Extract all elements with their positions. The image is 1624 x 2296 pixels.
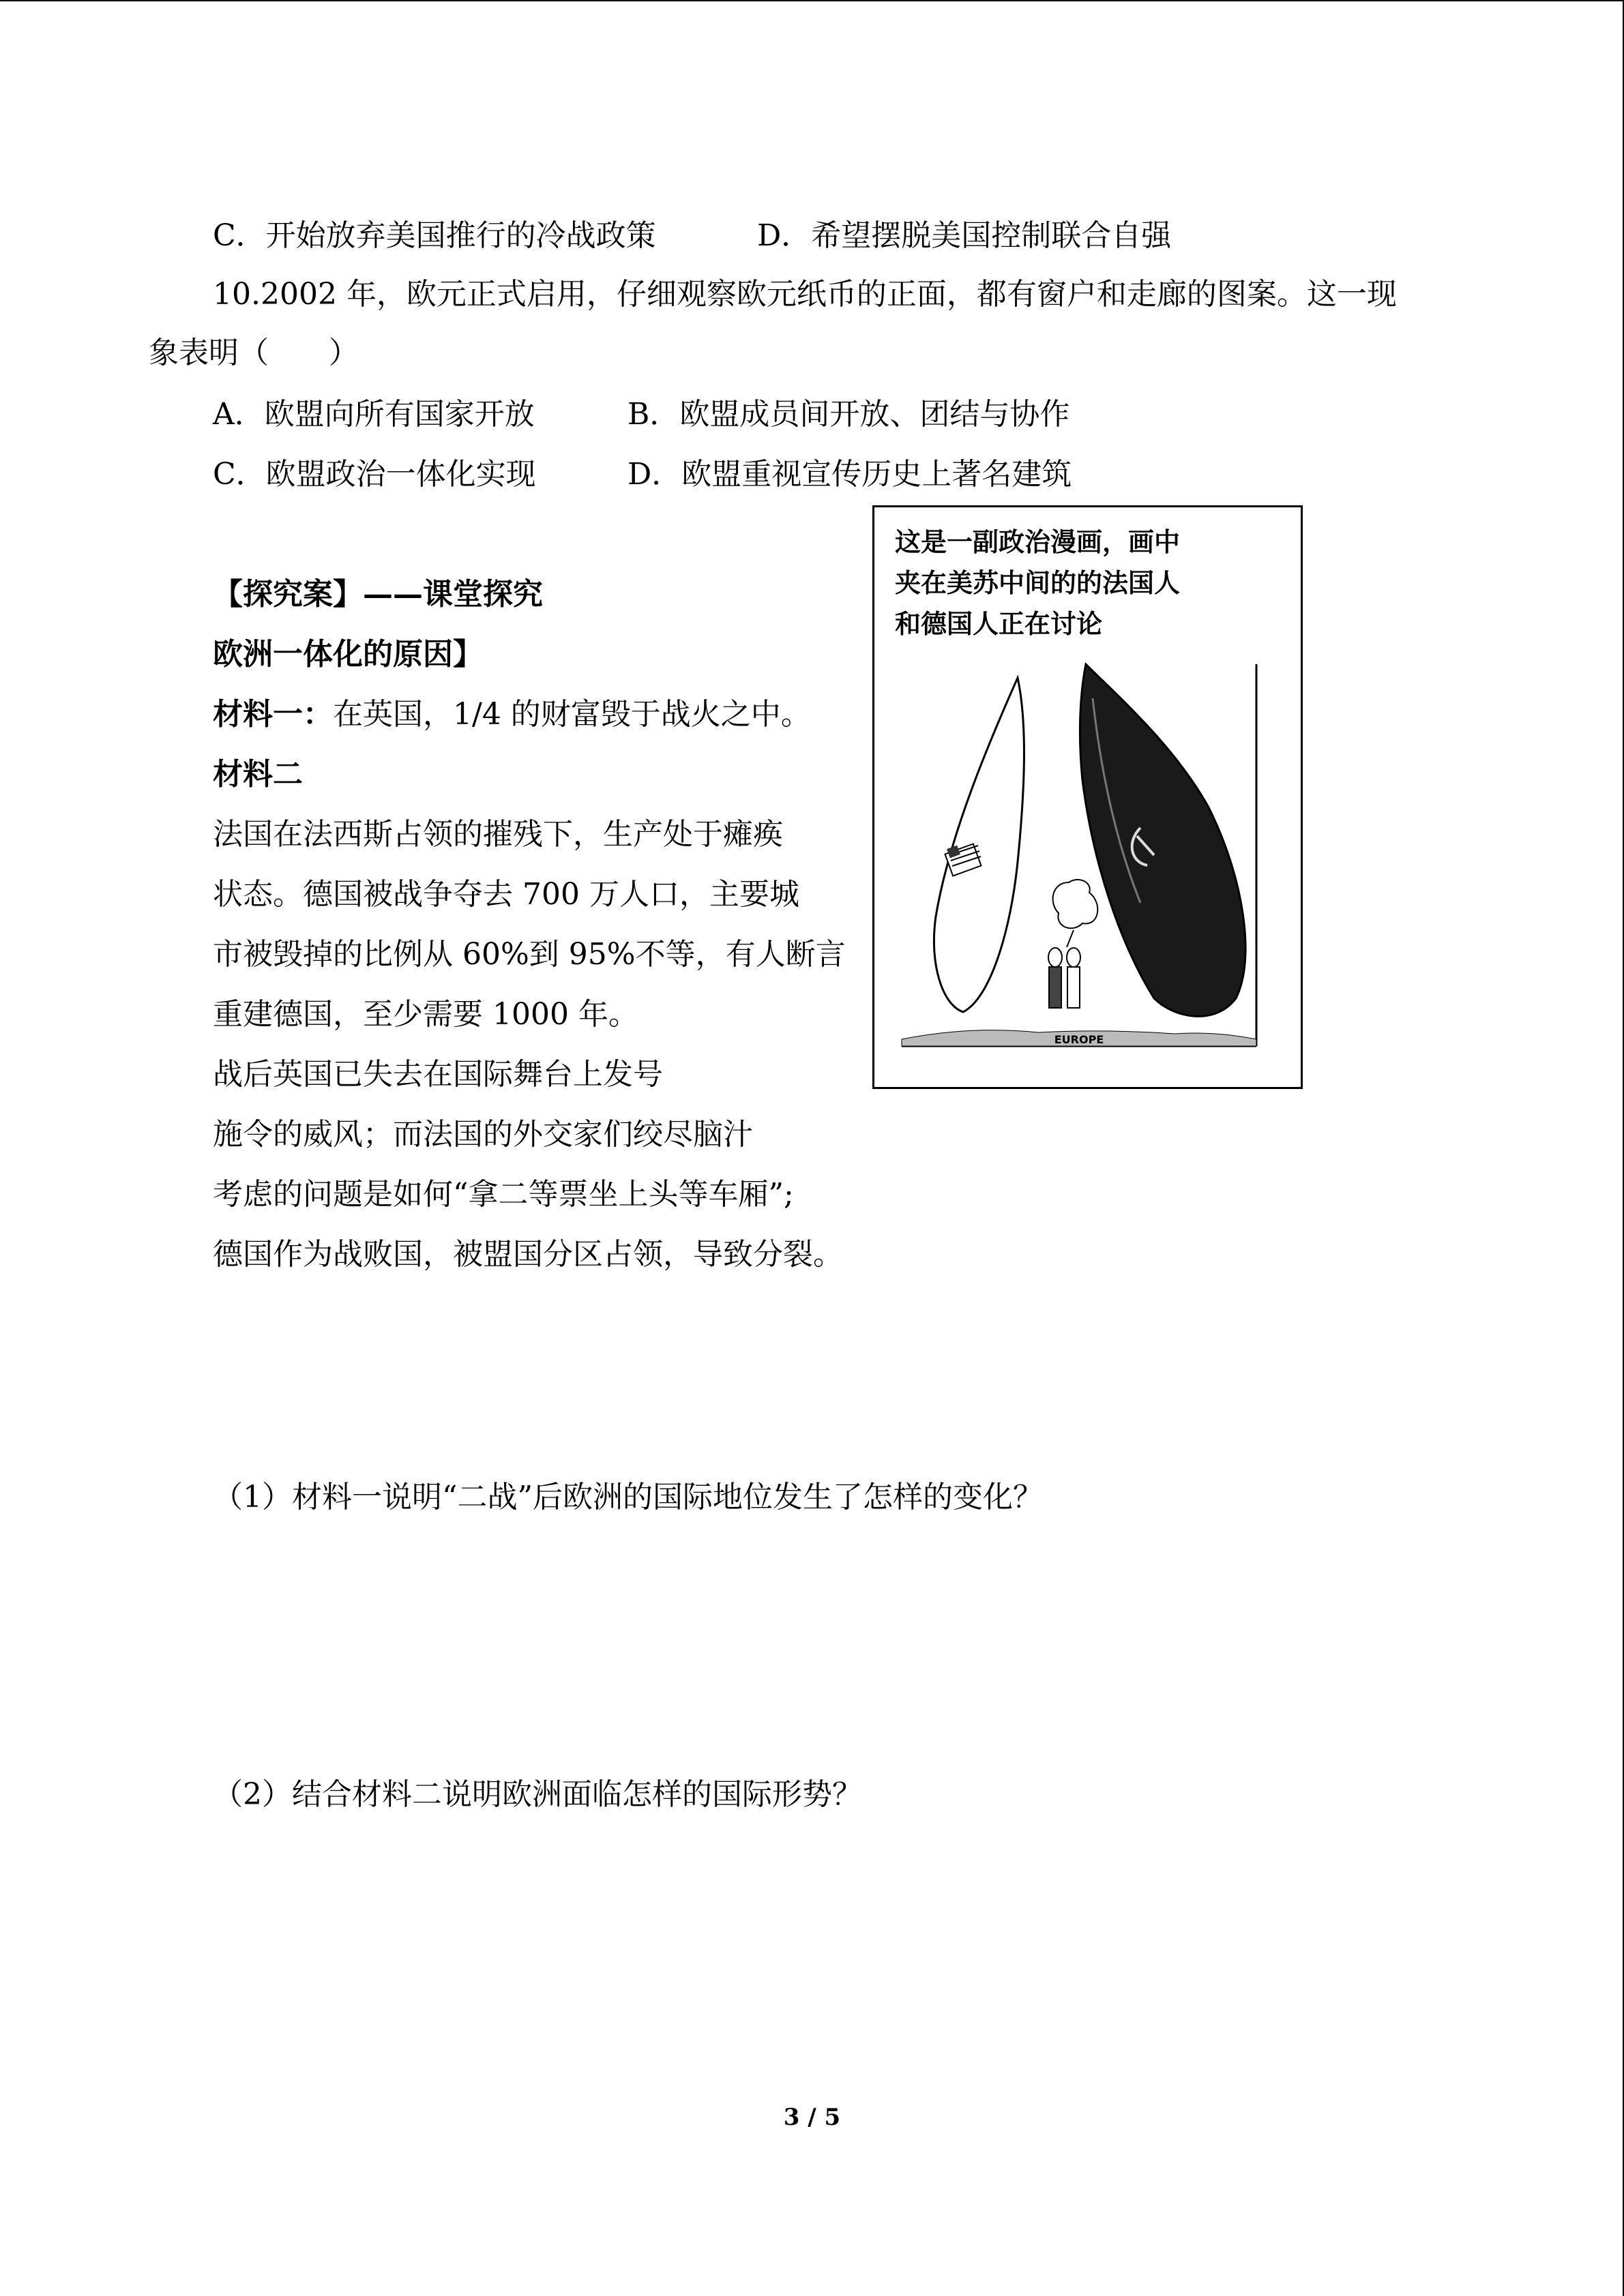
- q9-option-c: C．开始放弃美国推行的冷战政策: [213, 218, 656, 253]
- material2-line: 状态。德国被战争夺去 700 万人口，主要城: [213, 877, 799, 912]
- question-1: （1）材料一说明“二战”后欧洲的国际地位发生了怎样的变化？: [213, 1480, 1043, 1515]
- material2-line: 考虑的问题是如何“拿二等票坐上头等车厢”;: [213, 1177, 794, 1212]
- q10-option-a: A．欧盟向所有国家开放: [213, 397, 535, 432]
- material2-label: 材料二: [213, 757, 303, 792]
- q10-stem-line1: 10.2002 年，欧元正式启用，仔细观察欧元纸币的正面，都有窗户和走廊的图案。这一现: [213, 277, 1397, 312]
- material1-text: 在英国，1/4 的财富毁于战火之中。: [333, 697, 811, 732]
- ussr-missile-shape: [1080, 664, 1245, 1016]
- q10-option-c: C．欧盟政治一体化实现: [213, 457, 536, 492]
- q10-option-d: D．欧盟重视宣传历史上著名建筑: [628, 457, 1072, 492]
- inquiry-subheading: 欧洲一体化的原因】: [213, 637, 483, 672]
- material2-line: 法国在法西斯占领的摧残下，生产处于瘫痪: [213, 817, 783, 852]
- page-number: 3 / 5: [783, 2104, 841, 2131]
- material2-line: 重建德国，至少需要 1000 年。: [213, 997, 638, 1032]
- us-missile-shape: [934, 678, 1024, 1012]
- inquiry-heading: 【探究案】——课堂探究: [213, 577, 543, 612]
- cartoon-caption-line: 和德国人正在讨论: [895, 609, 1103, 639]
- page-top-border: [0, 0, 1623, 1]
- material1-line: [213, 696, 811, 734]
- material2-line: 战后英国已失去在国际舞台上发号: [213, 1057, 663, 1092]
- cartoon-figures: [1048, 880, 1097, 1008]
- cartoon-caption-line: 这是一副政治漫画，画中: [895, 527, 1181, 557]
- q10-stem-line2: 象表明（ ）: [149, 336, 359, 370]
- cartoon-illustration: [888, 657, 1284, 1080]
- material2-line: 市被毁掉的比例从 60%到 95%不等，有人断言: [213, 937, 846, 972]
- political-cartoon: [872, 505, 1303, 1089]
- q10-option-b: B．欧盟成员间开放、团结与协作: [628, 397, 1070, 432]
- material1-label: 材料一：: [213, 697, 333, 732]
- question-2: （2）结合材料二说明欧洲面临怎样的国际形势？: [213, 1777, 862, 1812]
- q9-option-d: D．希望摆脱美国控制联合自强: [757, 218, 1172, 253]
- material2-line: 德国作为战败国，被盟国分区占领，导致分裂。: [213, 1237, 843, 1272]
- material2-line: 施令的威风；而法国的外交家们绞尽脑汁: [213, 1117, 753, 1152]
- cartoon-caption-line: 夹在美苏中间的的法国人: [895, 568, 1181, 598]
- cartoon-ground-label: EUROPE: [1054, 1033, 1104, 1046]
